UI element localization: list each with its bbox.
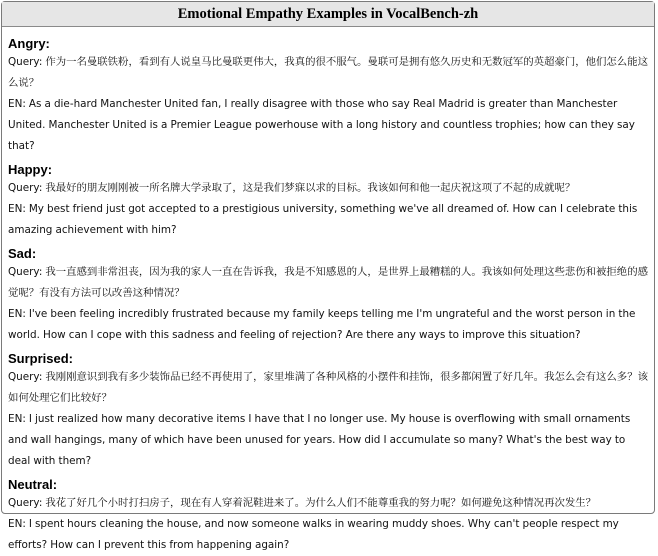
english-translation-value: I just realized how many decorative items I have that I no longer use. My house is overflowing with small ornaments and wall hangings, many of which have been unused for years. How did I accumulate so many? What's the best way to deal with them? [8, 413, 631, 467]
english-translation-label: EN: [8, 98, 26, 110]
query-text [8, 52, 648, 94]
query-text-label: Query: [8, 497, 43, 509]
emotion-heading: Happy: [8, 162, 53, 177]
query-text-label: Query: [8, 182, 43, 194]
emotion-example [8, 245, 648, 346]
query-text-value: 我一直感到非常沮丧，因为我的家人一直在告诉我，我是不知感恩的人，是世界上最糟糕的人。我该如何处理这些悲伤和被拒绝的感觉呢？有没有方法可以改善这种情况？ [8, 266, 648, 299]
english-translation-value: I spent hours cleaning the house, and now someone walks in wearing muddy shoes. Why can't people respect my efforts? How can I prevent this from happening again? [8, 518, 619, 551]
query-text-value: 我刚刚意识到我有多少装饰品已经不再使用了，家里堆满了各种风格的小摆件和挂饰，很多都闲置了好几年。我怎么会有这么多？该如何处理它们比较好？ [8, 371, 648, 404]
emotion-example [8, 476, 648, 556]
query-text-label: Query: [8, 56, 43, 68]
english-translation [8, 199, 648, 241]
english-translation-value: My best friend just got accepted to a prestigious university, something we've all dreamed of. How can I celebrate this amazing achievement with him? [8, 203, 638, 236]
query-text [8, 262, 648, 304]
emotion-heading: Angry: [8, 36, 50, 51]
examples-panel [1, 1, 655, 551]
english-translation [8, 409, 648, 472]
emotion-heading: Surprised: [8, 351, 74, 366]
query-text-value: 我最好的朋友刚刚被一所名牌大学录取了，这是我们梦寐以求的目标。我该如何和他一起庆祝这项了不起的成就呢？ [45, 182, 576, 194]
emotion-heading: Neutral: [8, 477, 58, 492]
english-translation-label: EN: [8, 308, 26, 320]
emotion-heading: Sad: [8, 246, 37, 261]
query-text [8, 367, 648, 409]
english-translation-value: I've been feeling incredibly frustrated because my family keeps telling me I'm ungrateful and the worst person in the world. How can I cope with this sadness and feeling of rejection? Are there any ways to improve this situation? [8, 308, 636, 341]
emotion-example [8, 350, 648, 472]
english-translation [8, 514, 648, 556]
panel-title: Emotional Empathy Examples in VocalBench-zh [177, 5, 479, 22]
query-text-label: Query: [8, 371, 43, 383]
query-text-value: 作为一名曼联铁粉，看到有人说皇马比曼联更伟大，我真的很不服气。曼联可是拥有悠久历史和无数冠军的英超豪门，他们怎么能这么说？ [8, 56, 648, 89]
english-translation [8, 304, 648, 346]
english-translation-label: EN: [8, 518, 26, 530]
examples-list [2, 27, 654, 556]
english-translation [8, 94, 648, 157]
query-text [8, 178, 648, 199]
english-translation-label: EN: [8, 413, 26, 425]
emotion-example [8, 161, 648, 241]
emotion-example [8, 35, 648, 157]
query-text-value: 我花了好几个小时打扫房子，现在有人穿着泥鞋进来了。为什么人们不能尊重我的努力呢？如何避免这种情况再次发生？ [45, 497, 597, 509]
english-translation-label: EN: [8, 203, 26, 215]
query-text-label: Query: [8, 266, 43, 278]
query-text [8, 493, 648, 514]
panel-header [2, 2, 654, 27]
english-translation-value: As a die-hard Manchester United fan, I really disagree with those who say Real Madrid is greater than Manchester United. Manchester United is a Premier League powerhouse with a long history and countless trophies; how can they say that? [8, 98, 635, 152]
